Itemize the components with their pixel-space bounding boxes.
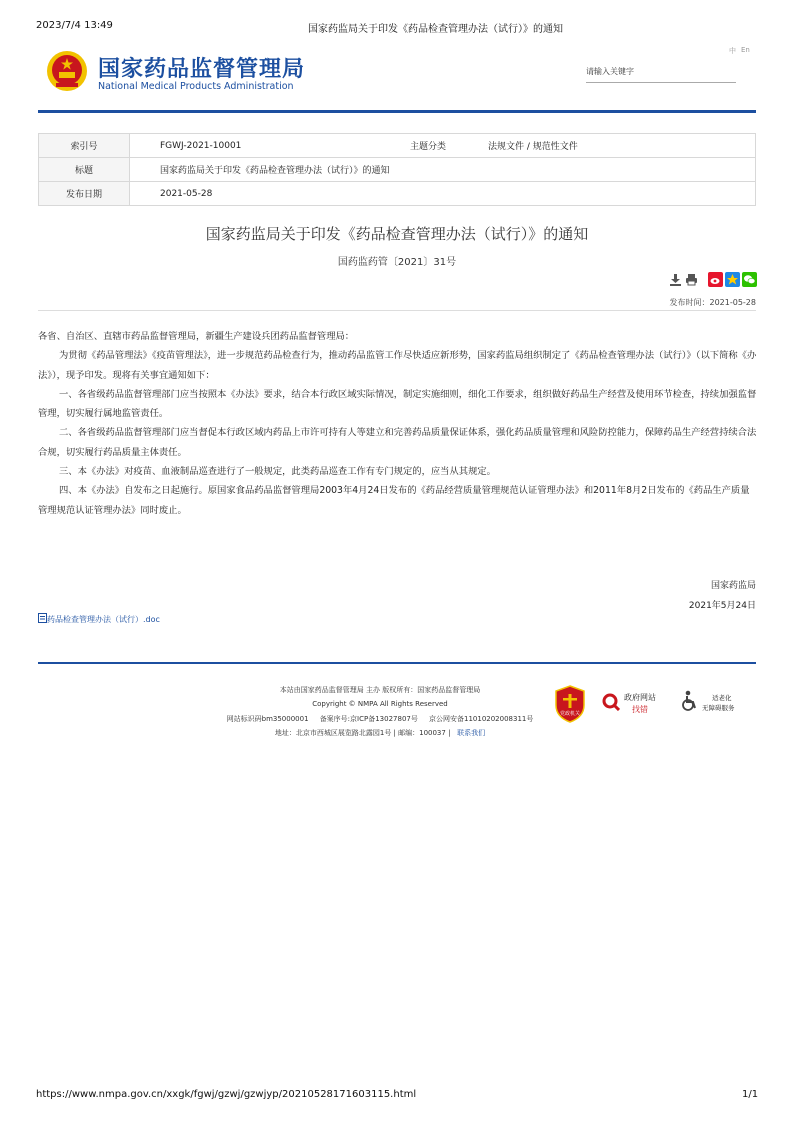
national-emblem-icon xyxy=(46,50,88,92)
print-page-title: 国家药监局关于印发《药品检查管理办法（试行）》的通知 xyxy=(308,24,563,35)
signer: 国家药监局 xyxy=(710,581,756,591)
sign-date: 2021年5月24日 xyxy=(688,601,756,611)
publish-time: 发布时间：2021-05-28 xyxy=(669,298,756,307)
footer-address: 地址：北京市西城区展览路北露园1号 | 邮编：100037 | xyxy=(274,729,451,737)
title-label: 标题 xyxy=(39,158,130,182)
qzone-share-icon[interactable] xyxy=(725,272,740,287)
wechat-share-icon[interactable] xyxy=(742,272,757,287)
police-record[interactable]: 京公网安备11010202008311号 xyxy=(429,715,534,723)
contact-us-link[interactable]: 联系我们 xyxy=(457,729,486,737)
icp-number[interactable]: 备案序号:京ICP备13027807号 xyxy=(319,715,418,723)
find-error-label: 找错 xyxy=(632,705,648,714)
lang-en-link[interactable]: En xyxy=(741,46,750,54)
document-number: 国药监药管〔2021〕31号 xyxy=(337,257,457,268)
accessibility-label-2: 无障碍服务 xyxy=(702,704,735,712)
print-icon[interactable] xyxy=(684,272,699,287)
party-badge-text: 党政机关 xyxy=(559,711,580,717)
doc-file-icon xyxy=(38,613,47,623)
content-divider xyxy=(38,310,756,311)
accessibility-service-link[interactable] xyxy=(680,690,760,718)
salutation: 各省、自治区、直辖市药品监督管理局，新疆生产建设兵团药品监督管理局： xyxy=(38,331,355,342)
date-value: 2021-05-28 xyxy=(130,182,756,206)
attachment-link[interactable] xyxy=(38,613,160,625)
date-label: 发布日期 xyxy=(39,182,130,206)
category-label: 主题分类 xyxy=(410,134,470,158)
paragraph-intro: 为贯彻《药品管理法》《疫苗管理法》，进一步规范药品检查行为，推动药品监管工作尽快适应新形势，国家药监局组织制定了《药品检查管理办法（试行）》（以下简称《办法》），现予印发。现将有关事宜通知如下： xyxy=(38,350,757,381)
index-label: 索引号 xyxy=(39,134,130,158)
gov-site-find-error-badge[interactable] xyxy=(602,690,662,718)
article-title: 国家药监局关于印发《药品检查管理办法（试行）》的通知 xyxy=(205,225,589,243)
magnifier-icon xyxy=(602,693,620,711)
footer-divider xyxy=(38,662,756,664)
index-value: FGWJ-2021-10001 xyxy=(130,134,411,158)
footer-address-line xyxy=(200,728,560,738)
party-badge-icon xyxy=(554,685,586,723)
paragraph-3: 三、本《办法》对疫苗、血液制品巡查进行了一般规定，此类药品巡查工作有专门规定的，应当从其规定。 xyxy=(59,466,496,478)
footer-copyright: Copyright © NMPA All Rights Reserved xyxy=(312,700,448,708)
paragraph-2: 二、各省级药品监督管理部门应当督促本行政区域内药品上市许可持有人等建立和完善药品质量保证体系，强化药品质量管理和风险防控能力，保障药品生产经营持续合法合规，切实履行药品质量主体责任。 xyxy=(38,427,757,458)
attachment-name: 药品检查管理办法（试行）.doc xyxy=(47,615,160,624)
site-name-cn[interactable]: 国家药品监督管理局 xyxy=(98,57,306,82)
accessibility-label-1: 适老化 xyxy=(712,694,732,702)
party-government-badge[interactable] xyxy=(554,685,586,723)
wheelchair-icon xyxy=(680,690,700,712)
category-value: 法规文件 / 规范性文件 xyxy=(470,134,756,158)
print-url: https://www.nmpa.gov.cn/xxgk/fgwj/gzwj/gzwjyp/20210528171603115.html xyxy=(36,1089,417,1100)
search-input[interactable]: 请输入关键字 xyxy=(586,62,736,83)
print-page-number: 1/1 xyxy=(742,1089,759,1100)
lang-cn-link[interactable]: 中 xyxy=(729,47,736,55)
paragraph-1: 一、各省级药品监督管理部门应当按照本《办法》要求，结合本行政区域实际情况，制定实施细则，细化工作要求，组织做好药品生产经营及使用环节检查，持续加强监督管理，切实履行属地监管责任。 xyxy=(38,388,757,420)
print-datetime: 2023/7/4 13:49 xyxy=(36,20,113,31)
gov-site-label: 政府网站 xyxy=(624,693,656,702)
site-id: 网站标识码bm35000001 xyxy=(226,715,309,723)
footer-sponsor: 本站由国家药品监督管理局 主办 版权所有：国家药品监督管理局 xyxy=(279,686,481,694)
footer-registration xyxy=(200,714,560,724)
document-meta-table xyxy=(38,133,756,206)
article-body xyxy=(38,327,758,520)
weibo-share-icon[interactable] xyxy=(708,272,723,287)
download-icon[interactable] xyxy=(668,272,683,287)
header-divider xyxy=(38,110,756,113)
title-value: 国家药监局关于印发《药品检查管理办法（试行）》的通知 xyxy=(130,158,756,182)
paragraph-4: 四、本《办法》自发布之日起施行。原国家食品药品监督管理局2003年4月24日发布的《药品经营质量管理规范认证管理办法》和2011年8月2日发布的《药品生产质量管理规范认证管理办法》同时废止。 xyxy=(38,485,750,516)
site-name-en: National Medical Products Administration xyxy=(98,81,294,92)
